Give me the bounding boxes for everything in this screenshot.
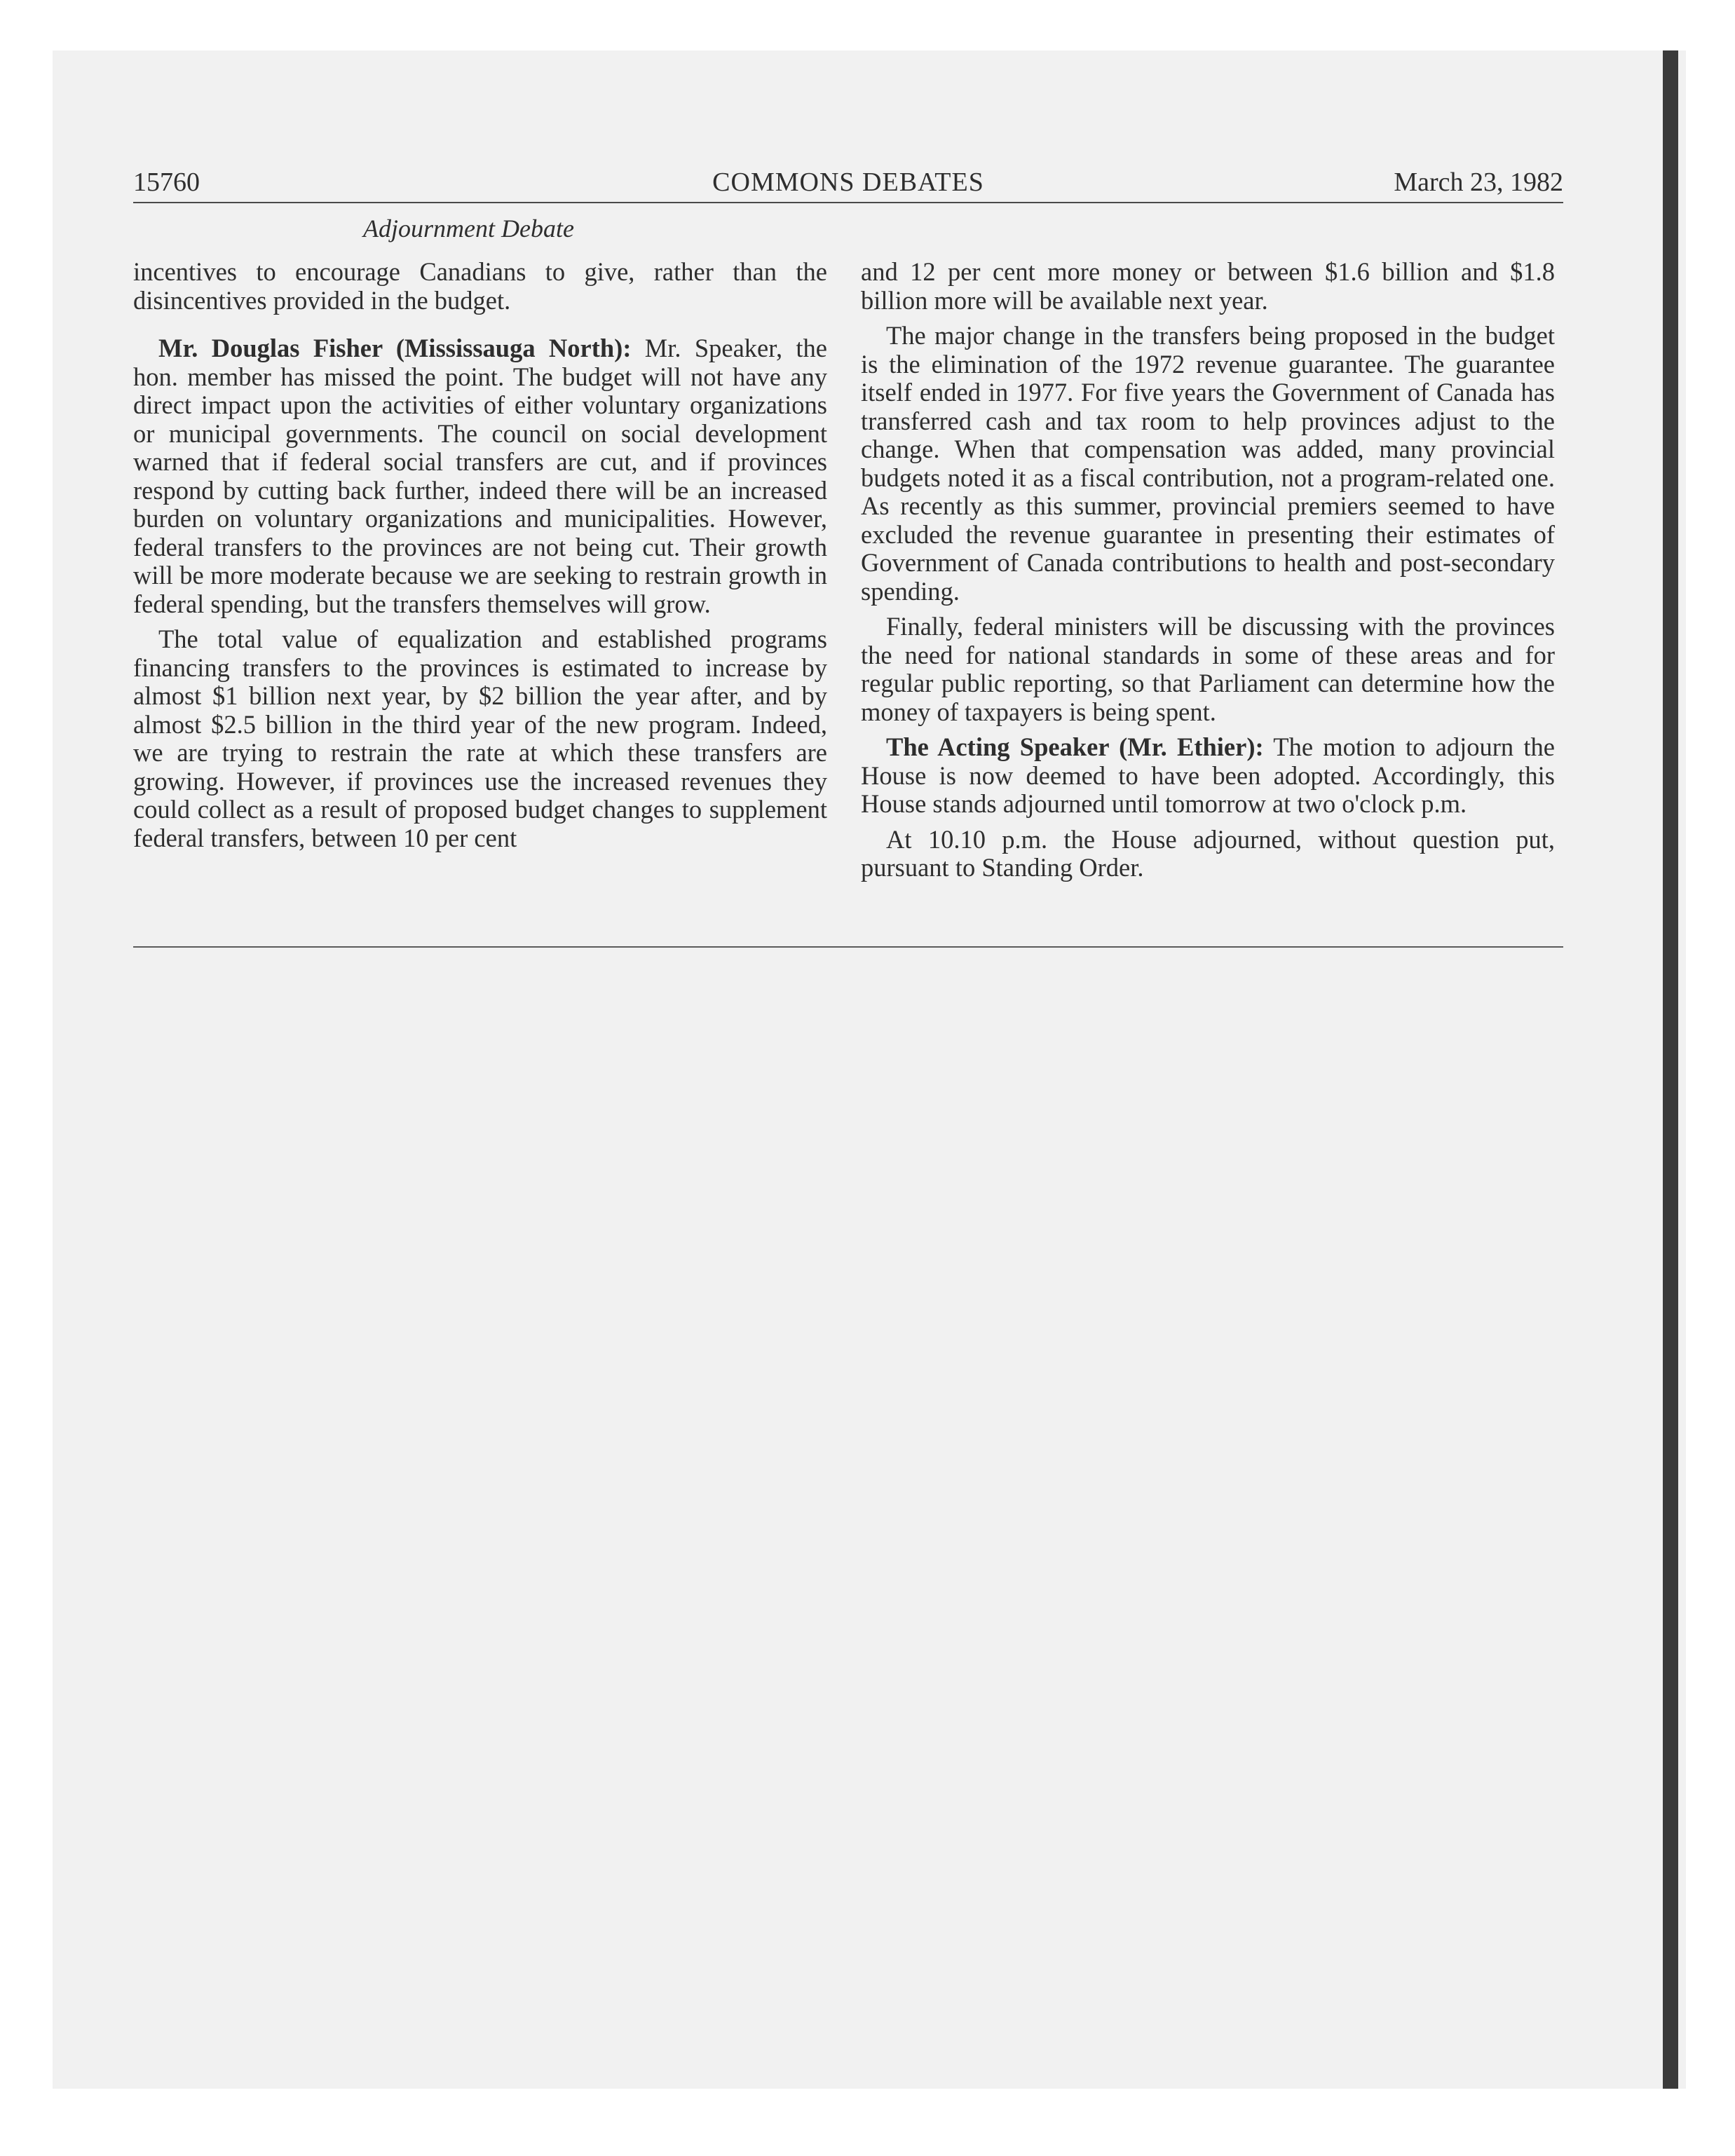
section-title: Adjournment Debate [363,214,574,243]
left-column [133,258,827,852]
paragraph [861,733,1555,819]
right-column [861,258,1555,882]
speech-text: The motion to adjourn the House is now deemed to have been adopted. Accordingly, this House stands adjourned until tomorrow at two o'clock p.m. [861,732,1555,818]
paragraph: incentives to encourage Canadians to give, rather than the disincentives provided in the budget. [133,257,827,315]
speech-text: Mr. Speaker, the hon. member has missed the point. The budget will not have any direct impact upon the activities of either voluntary organizations or municipal governments. The council on social development warned that if federal social transfers are cut, and if provinces respond by cutting back further, indeed there will be an increased burden on voluntary organizations and municipalities. However, federal transfers to the provinces are not being cut. Their growth will be more moderate because we are seeking to restrain growth in federal spending, but the transfers themselves will grow. [133,334,827,618]
paragraph: and 12 per cent more money or between $1.6 billion and $1.8 billion more will be available next year. [861,257,1555,315]
paragraph: At 10.10 p.m. the House adjourned, without question put, pursuant to Standing Order. [861,824,1555,882]
paragraph [133,334,827,618]
page-header [133,164,1563,200]
header-date: March 23, 1982 [1394,168,1563,197]
page-number: 15760 [133,168,200,197]
speaker-name: Mr. Douglas Fisher (Mississauga North): [158,334,632,362]
paragraph: The major change in the transfers being proposed in the budget is the elimination of the 1972 revenue guarantee. The guarantee itself ended in 1977. For five years the Government of Canada has transferred cash and tax room to help provinces adjust to the change. When that compensation was added, many provincial budgets noted it as a fiscal contribution, not a program-related one. As recently as this summer, provincial premiers seemed to have excluded the revenue guarantee in presenting their estimates of Government of Canada contributions to health and post-secondary spending. [861,321,1555,606]
paragraph: Finally, federal ministers will be discussing with the provinces the need for national standards in some of these areas and for regular public reporting, so that Parliament can determine how the money of taxpayers is being spent. [861,612,1555,726]
publication-title: COMMONS DEBATES [712,168,984,197]
speaker-name: The Acting Speaker (Mr. Ethier): [886,732,1264,761]
header-rule [133,202,1563,203]
scan-edge-shadow [1663,50,1678,2089]
paragraph: The total value of equalization and established programs financing transfers to the provinces is estimated to increase by almost $1 billion next year, by $2 billion the year after, and by almost $2.5 billion in the third year of the new program. Indeed, we are trying to restrain the rate at which these transfers are growing. However, if provinces use the increased revenues they could collect as a result of proposed budget changes to supplement federal transfers, between 10 per cent [133,625,827,852]
footer-rule [133,946,1563,948]
